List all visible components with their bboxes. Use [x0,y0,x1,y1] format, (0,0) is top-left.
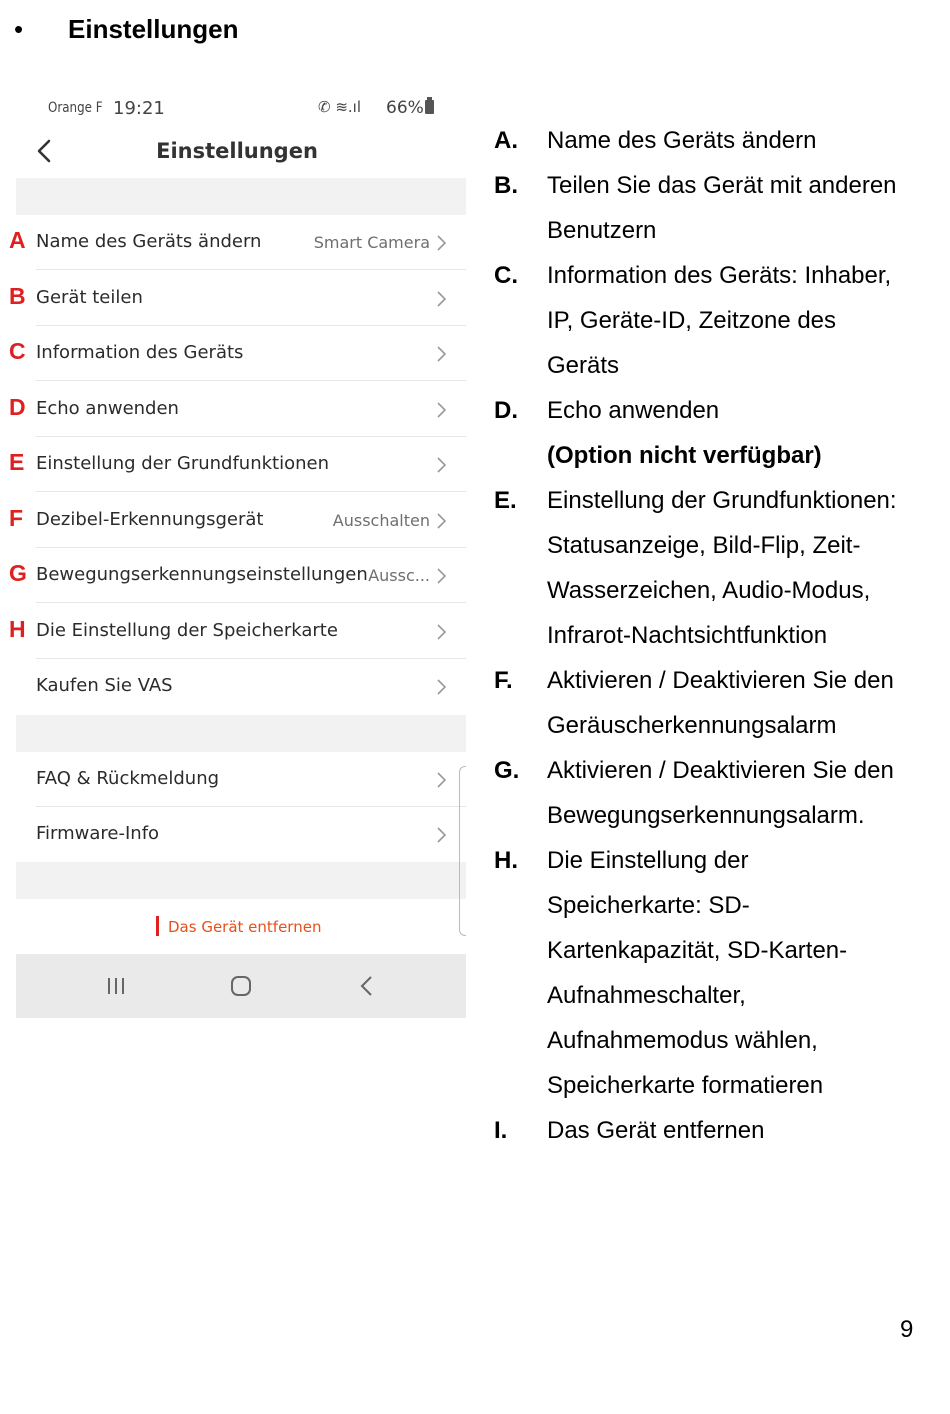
item-text [547,163,944,253]
settings-row[interactable] [9,326,466,381]
row-marker-letter: F [9,504,24,531]
chevron-right-icon [437,291,446,307]
item-line: Teilen Sie das Gerät mit anderen [547,172,897,199]
item-line: Bewegungserkennungsalarm. [547,802,865,829]
home-icon[interactable] [226,972,256,1000]
status-bar [16,90,466,126]
chevron-right-icon [437,457,446,473]
description-item [494,1108,944,1153]
item-line: Geräts [547,352,620,379]
item-text [547,253,944,388]
section-gap [16,862,466,899]
settings-row[interactable] [9,548,466,603]
item-key: I. [494,1117,508,1144]
row-marker-letter: H [9,615,26,642]
item-line: IP, Geräte-ID, Zeitzone des [547,307,837,334]
item-text [547,838,944,1108]
item-text [547,748,944,838]
chevron-right-icon [437,513,446,529]
settings-row[interactable] [9,382,466,437]
signal-wifi-icon: ✆ ≋.ıl [318,98,362,116]
settings-row[interactable] [9,493,466,548]
back-nav-icon[interactable] [352,972,382,1000]
settings-row[interactable] [16,659,466,714]
chevron-right-icon [437,827,446,843]
item-note: (Option nicht verfügbar) [547,442,822,469]
chevron-right-icon [437,679,446,695]
chevron-right-icon [437,772,446,788]
settings-row[interactable] [9,271,466,326]
row-label: Kaufen Sie VAS [36,675,173,696]
item-line: Benutzern [547,217,657,244]
description-item [494,748,944,838]
description-item [494,838,944,1108]
row-marker-letter: C [9,338,26,364]
bullet: • [14,14,24,44]
row-label: Gerät teilen [36,286,143,308]
row-label: Information des Geräts [36,342,244,363]
item-line: Einstellung der Grundfunktionen: [547,487,897,514]
item-key: A. [494,127,518,154]
item-line: Echo anwenden [547,397,720,424]
item-text [547,118,944,163]
row-label: Name des Geräts ändern [36,231,262,252]
item-line: Aktivieren / Deaktivieren Sie den [547,667,894,694]
row-label: Einstellung der Grundfunktionen [36,453,330,474]
page-number: 9 [900,1316,914,1343]
section-gap [16,715,466,752]
item-line: Aktivieren / Deaktivieren Sie den [547,757,894,784]
nav-bar [16,126,466,176]
description-item [494,478,944,658]
settings-row[interactable] [9,437,466,492]
item-line: Speicherkarte formatieren [547,1072,824,1099]
page-title: Einstellungen [156,139,318,163]
android-navigation-bar [16,954,466,1018]
item-line: Wasserzeichen, Audio-Modus, [547,577,871,604]
chevron-right-icon [437,624,446,640]
chevron-right-icon [437,402,446,418]
item-text [547,658,944,748]
description-item [494,163,944,253]
marker-bar [156,916,159,936]
chevron-right-icon [437,346,446,362]
section-gap [16,178,466,215]
row-value: Aussc... [368,566,430,585]
item-line: Statusanzeige, Bild-Flip, Zeit- [547,532,861,559]
item-key: F. [494,667,513,694]
settings-row[interactable] [9,604,466,659]
carrier-label: Orange F [48,100,103,116]
item-key: B. [494,172,518,199]
row-label: FAQ & Rückmeldung [36,768,220,789]
phone-screenshot [9,90,466,1018]
description-item [494,253,944,388]
description-item [494,118,944,163]
chevron-right-icon [437,235,446,251]
section-heading [14,14,238,45]
item-key: C. [494,262,518,289]
description-item [494,388,944,478]
item-line: Kartenkapazität, SD-Karten- [547,937,848,964]
item-line: Die Einstellung der [547,847,749,874]
item-key: G. [494,757,520,784]
row-marker-letter: E [9,449,25,475]
item-text [547,388,944,478]
chevron-right-icon [437,568,446,584]
item-key: H. [494,847,518,874]
row-marker-letter: A [9,227,26,253]
item-line: Aufnahmeschalter, [547,982,746,1009]
row-value: Ausschalten [332,510,430,530]
item-line: Speicherkarte: SD- [547,892,750,919]
item-line: Das Gerät entfernen [547,1117,765,1144]
section-title: Einstellungen [68,14,239,44]
item-text [547,478,944,658]
item-key: D. [494,397,518,424]
description-list [494,118,944,1153]
row-label: Echo anwenden [36,397,179,419]
row-label: Die Einstellung der Speicherkarte [36,619,338,641]
item-line: Aufnahmemodus wählen, [547,1027,818,1054]
settings-row[interactable] [16,807,466,862]
battery-icon [425,100,434,114]
item-line: Information des Geräts: Inhaber, [547,262,892,289]
clock: 19:21 [113,98,165,119]
row-marker-letter: D [9,393,26,420]
item-line: Geräuscherkennungsalarm [547,712,837,739]
row-value: Smart Camera [313,233,430,252]
row-label: Bewegungserkennungseinstellungen [36,564,368,585]
settings-row[interactable] [9,215,466,270]
scroll-indicator [459,766,466,936]
row-label: Dezibel-Erkennungsgerät [36,508,264,530]
row-marker-letter: B [9,282,26,309]
row-marker-letter: G [9,560,27,586]
item-text [547,1108,944,1153]
item-line: Infrarot-Nachtsichtfunktion [547,622,828,649]
row-label: Firmware-Info [36,823,160,844]
description-item [494,658,944,748]
item-line: Name des Geräts ändern [547,127,817,154]
battery-percent: 66% [386,98,424,118]
remove-device-label: Das Gerät entfernen [168,918,322,936]
item-key: E. [494,487,517,514]
recent-apps-icon[interactable] [101,972,131,1000]
settings-row[interactable] [16,752,466,807]
